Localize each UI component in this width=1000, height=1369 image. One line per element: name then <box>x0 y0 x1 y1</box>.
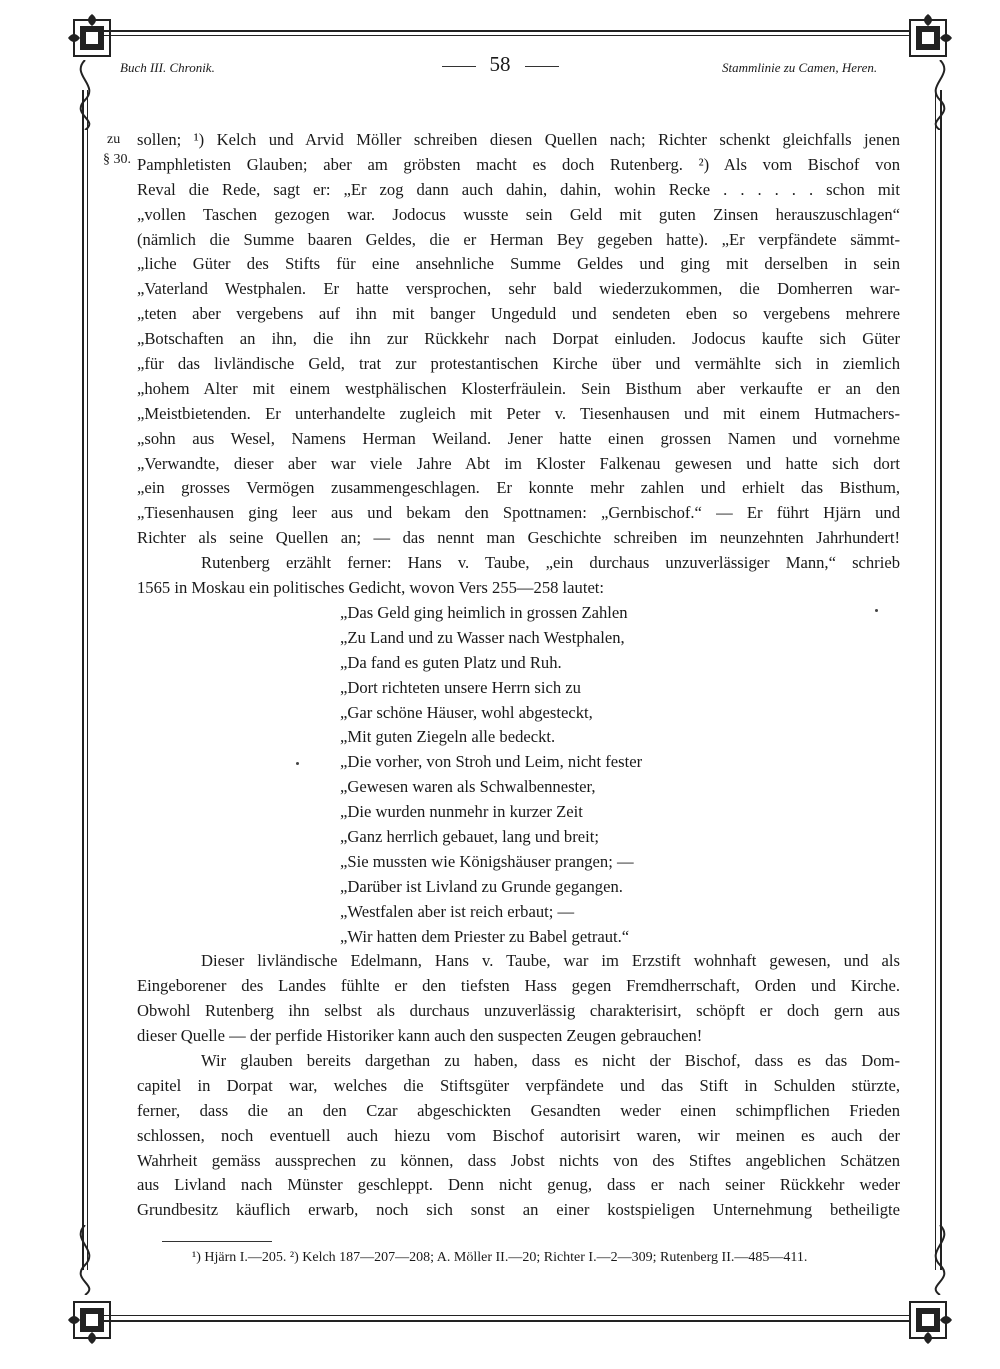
text-line: 1565 in Moskau ein politisches Gedicht, wovon Vers 255—258 lautet: <box>137 577 605 597</box>
footnote: ¹) Hjärn I.—205. ²) Kelch 187—207—208; A. Möller II.—20; Richter I.—2—309; Rutenberg II.—485—411. <box>192 1250 808 1265</box>
print-speck <box>875 609 878 612</box>
verse-line: „Sie mussten wie Königshäuser prangen; — <box>340 851 634 871</box>
paragraph-4 <box>137 1049 900 1223</box>
text-line: dieser Quelle — der perfide Historiker kann auch den suspecten Zeugen gebrauchen! <box>137 1025 703 1045</box>
text-line: „Vaterland Westphalen. Er hatte versprochen, sehr bald wiederzukommen, die Domherren war- <box>137 279 900 299</box>
verse-line: „Gewesen waren als Schwalbennester, <box>340 777 596 797</box>
frame-right-line <box>940 90 942 1270</box>
text-line: Dieser livländische Edelmann, Hans v. Taube, war im Erzstift wohnhaft gewesen, und als <box>201 951 900 970</box>
ornament-bottom-left-icon <box>64 1292 120 1348</box>
text-line: (nämlich die Summe baaren Geldes, die er Herman Bey gegeben hatte). „Er verpfändete sämmt- <box>137 229 900 249</box>
verse-line: „Gar schöne Häuser, wohl abgesteckt, <box>340 702 593 722</box>
ornament-right-bottom-scroll-icon <box>925 1225 955 1295</box>
print-speck <box>296 762 299 765</box>
margin-note-line2: § 30. <box>103 152 131 167</box>
verse-line: „Darüber ist Livland zu Grunde gegangen. <box>340 876 623 896</box>
frame-top-line <box>100 30 910 32</box>
verse-line: „Die wurden nunmehr in kurzer Zeit <box>340 802 583 822</box>
text-line: Wahrheit gemäss aussprechen zu können, dass Jobst nichts von des Stiftes angeblichen Schätzen <box>137 1150 900 1170</box>
text-line: schlossen, noch eventuell auch hiezu vom Bischof autorisirt waren, wir meinen es auch der <box>137 1125 900 1145</box>
text-line: „ein grosses Vermögen zusammengeschlagen. Er konnte mehr zahlen und erhielt das Bisthum, <box>137 478 900 498</box>
verse-line: „Zu Land und zu Wasser nach Westphalen, <box>340 627 625 647</box>
text-line: „für das livländische Geld, trat zur protestantischen Kirche über und vermählte sich in ziemlich <box>137 354 900 374</box>
page-number-dash-right <box>525 66 559 67</box>
footnote-rule <box>162 1241 272 1242</box>
verse-line: „Dort richteten unsere Herrn sich zu <box>340 677 581 697</box>
header-right: Stammlinie zu Camen, Heren. <box>722 60 878 75</box>
frame-right-line-inner <box>935 90 936 1270</box>
verse-line: „Da fand es guten Platz und Ruh. <box>340 652 562 672</box>
frame-bottom-line <box>100 1320 910 1322</box>
text-line: Richter als seine Quellen an; — das nennt man Geschichte schreiben im neunzehnten Jahrhundert! <box>137 528 900 548</box>
frame-top-line-inner <box>100 35 910 36</box>
page-number-dash-left <box>442 66 476 67</box>
verse-line: „Die vorher, von Stroh und Leim, nicht fester <box>340 752 643 772</box>
verse-line: „Das Geld ging heimlich in grossen Zahlen <box>340 603 628 622</box>
margin-note <box>103 130 131 170</box>
verse-line: „Ganz herrlich gebauet, lang und breit; <box>340 827 599 847</box>
text-line: Rutenberg erzählt ferner: Hans v. Taube, „ein durchaus unzuverlässiger Mann,“ schrieb <box>201 553 900 572</box>
page-number: 58 <box>489 52 511 76</box>
text-line: ferner, dass die an den Czar abgeschickten Gesandten weder einen schimpflichen Frieden <box>137 1100 900 1120</box>
text-line: sollen; ¹) Kelch und Arvid Möller schreiben diesen Quellen nach; Richter schenkt gleichfalls jenen <box>137 130 900 149</box>
text-line: Reval die Rede, sagt er: „Er zog dann auch dahin, dahin, wohin Recke . . . . . . schon mit <box>137 179 900 199</box>
frame-left-line-inner <box>87 90 88 1270</box>
verse-line: „Westfalen aber ist reich erbaut; — <box>340 901 575 921</box>
text-line: aus Livland nach Münster geschleppt. Denn nicht genug, dass er nach seiner Rückkehr weder <box>137 1175 900 1195</box>
text-line: „Tiesenhausen ging leer aus und bekam den Spottnamen: „Gernbischof.“ — Er führt Hjärn und <box>137 503 900 523</box>
text-line: „sohn aus Wesel, Namens Herman Weiland. Jener hatte einen grossen Namen und vornehme <box>137 428 900 448</box>
text-line: „liche Güter des Stifts für eine ansehnliche Summe Geldes und ging mit derselben in sein <box>137 254 900 274</box>
text-line: Wir glauben bereits dargethan zu haben, dass es nicht der Bischof, dass es das Dom- <box>201 1051 900 1070</box>
text-line: Grundbesitz käuflich erwarb, noch sich sonst an einer kostspieligen Unternehmung betheiligte <box>137 1200 900 1220</box>
verse-block <box>340 601 642 949</box>
text-line: „Verwandte, dieser aber war viele Jahre Abt im Kloster Falkenau gewesen und hatte sich dort <box>137 453 900 473</box>
frame-left-line <box>82 90 84 1270</box>
text-line: Obwohl Rutenberg ihn selbst als durchaus unzuverlässig charakterisirt, schöpft er doch gern aus <box>137 1000 900 1020</box>
text-line: capitel in Dorpat war, welches die Stiftsgüter verpfändete und das Stift in Schulden stürzte, <box>137 1075 900 1095</box>
verse-line: „Wir hatten dem Priester zu Babel getraut.“ <box>340 926 630 946</box>
ornament-left-bottom-scroll-icon <box>70 1225 100 1295</box>
text-line: „vollen Taschen gezogen war. Jodocus wusste sein Geld mit guten Zinsen herauszuschlagen“ <box>137 204 900 224</box>
text-line: Pamphletisten Glauben; aber am gröbsten macht es doch Rutenberg. ²) Als vom Bischof von <box>137 154 900 174</box>
ornament-bottom-right-icon <box>900 1292 956 1348</box>
text-line: „hohem Alter mit einem westphälischen Klosterfräulein. Sein Bisthum aber verkaufte er an den <box>137 378 900 398</box>
frame-bottom-line-inner <box>100 1315 910 1316</box>
text-line: „teten aber vergebens auf ihn mit banger Ungeduld und sendeten eben so vergebens mehrere <box>137 304 900 324</box>
paragraph-2 <box>137 551 900 601</box>
header-left: Buch III. Chronik. <box>120 60 215 75</box>
text-line: Eingeborener des Landes fühlte er den tiefsten Hass gegen Fremdherrschaft, Orden und Kirche. <box>137 975 900 995</box>
paragraph-3 <box>137 949 900 1049</box>
paragraph-1 <box>137 128 900 551</box>
margin-note-line1: zu <box>107 132 121 147</box>
text-line: „Meistbietenden. Er unterhandelte zugleich mit Peter v. Tiesenhausen und mit einem Hutmachers- <box>137 403 900 423</box>
verse-line: „Mit guten Ziegeln alle bedeckt. <box>340 727 556 747</box>
text-line: „Botschaften an ihn, die ihn zur Rückkehr nach Dorpat einluden. Jodocus kaufte sich Güter <box>137 329 900 349</box>
